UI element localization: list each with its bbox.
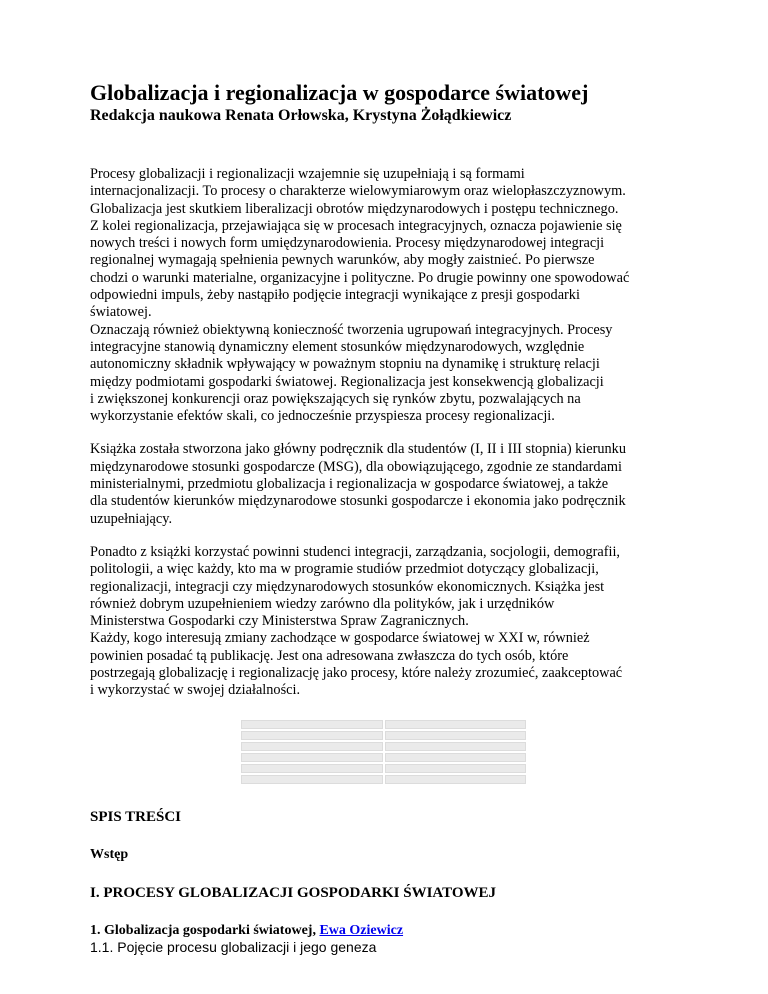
author-link[interactable]: Ewa Oziewicz <box>319 922 404 938</box>
text-line: światowej. <box>90 304 152 321</box>
toc-chapter-1 <box>90 922 690 939</box>
table-cell <box>385 753 527 762</box>
toc-intro: Wstęp <box>90 846 129 862</box>
text-line: uzupełniający. <box>90 510 173 527</box>
description-paragraph-3 <box>90 544 690 700</box>
table-cell <box>385 764 527 773</box>
text-line: i wykorzystać w swojej działalności. <box>90 682 301 699</box>
table-cell <box>241 742 383 751</box>
chapter-title: 1. Globalizacja gospodarki światowej <box>90 922 313 938</box>
book-editors: Redakcja naukowa Renata Orłowska, Krystyna Żołądkiewicz <box>90 107 512 124</box>
table-cell <box>241 753 383 762</box>
table-cell <box>241 775 383 784</box>
description-paragraph-2 <box>90 441 690 527</box>
table-cell <box>385 720 527 729</box>
text-line: integracyjne stanowią dynamiczny element stosunków międzynarodowych, względnie <box>90 338 585 355</box>
text-line: Oznaczają również obiektywną konieczność tworzenia ugrupowań integracyjnych. Procesy <box>90 321 613 338</box>
table-cell <box>241 764 383 773</box>
text-line: również dobrym uzupełnieniem wiedzy zarówno dla polityków, jak i urzędników <box>90 595 555 612</box>
table-cell <box>241 731 383 740</box>
text-line: regionalnej wymagają spełnienia pewnych warunków, aby mogły zaistnieć. Po pierwsze <box>90 252 595 269</box>
text-line: między podmiotami gospodarki światowej. Regionalizacja jest konsekwencją globalizacji <box>90 373 604 390</box>
text-line: internacjonalizacji. To procesy o charakterze wielowymiarowym oraz wielopłaszczyznowym. <box>90 183 626 200</box>
chapter-separator: , <box>312 922 320 938</box>
text-line: i zwiększonej konkurencji oraz powiększających się rynków zbytu, pozwalających na <box>90 390 581 407</box>
text-line: Każdy, kogo interesują zmiany zachodzące w gospodarce światowej w XXI w, również <box>90 630 590 647</box>
table-column <box>241 720 383 784</box>
text-line: postrzegają globalizację i regionalizację jako procesy, które należy zrozumieć, zaakceptować <box>90 665 623 682</box>
text-line: Z kolei regionalizacja, przejawiająca się w procesach integracyjnych, oznacza pojawienie się <box>90 217 622 234</box>
table-cell <box>385 742 527 751</box>
document-page <box>90 80 690 956</box>
description-paragraph-1 <box>90 166 690 425</box>
text-line: Książka została stworzona jako główny podręcznik dla studentów (I, II i III stopnia) kierunku <box>90 441 626 458</box>
empty-placeholder-table <box>241 720 526 784</box>
table-column <box>385 720 527 784</box>
text-line: wykorzystanie efektów skali, co jednocześnie przyspiesza procesy regionalizacji. <box>90 408 555 425</box>
text-line: nowych treści i nowych form umiędzynarodowienia. Procesy międzynarodowej integracji <box>90 235 605 252</box>
text-line: odpowiedni impuls, żeby nastąpiło podjęcie integracji wynikające z presji gospodarki <box>90 287 580 304</box>
book-title: Globalizacja i regionalizacja w gospodarce światowej <box>90 80 589 105</box>
text-line: chodzi o warunki materialne, organizacyjne i polityczne. Po drugie powinny one spowodować <box>90 269 630 286</box>
text-line: powinien posadać tą publikację. Jest ona adresowana zwłaszcza do tych osób, które <box>90 647 569 664</box>
toc-heading: SPIS TREŚCI <box>90 808 182 825</box>
text-line: Globalizacja jest skutkiem liberalizacji obrotów międzynarodowych i postępu technicznego. <box>90 200 619 217</box>
text-line: regionalizacji, integracji czy międzynarodowych stosunków ekonomicznych. Książka jest <box>90 578 605 595</box>
toc-part-1: I. PROCESY GLOBALIZACJI GOSPODARKI ŚWIATOWEJ <box>90 884 497 901</box>
text-line: autonomiczny składnik wpływający w poważnym stopniu na dynamikę i strukturę relacji <box>90 356 600 373</box>
text-line: dla studentów kierunków międzynarodowe stosunki gospodarcze i ekonomia jako podręcznik <box>90 493 626 510</box>
text-line: Ministerstwa Gospodarki czy Ministerstwa Spraw Zagranicznych. <box>90 613 469 630</box>
text-line: ministerialnymi, przedmiotu globalizacja i regionalizacja w gospodarce światowej, a także <box>90 476 609 493</box>
text-line: Ponadto z książki korzystać powinni studenci integracji, zarządzania, socjologii, demografii, <box>90 543 621 560</box>
toc-section-1-1: 1.1. Pojęcie procesu globalizacji i jego geneza <box>90 938 377 955</box>
text-line: międzynarodowe stosunki gospodarcze (MSG), dla obowiązującego, zgodnie ze standardami <box>90 458 622 475</box>
table-cell <box>241 720 383 729</box>
table-cell <box>385 775 527 784</box>
text-line: Procesy globalizacji i regionalizacji wzajemnie się uzupełniają i są formami <box>90 166 525 182</box>
text-line: politologii, a więc każdy, kto ma w programie studiów przedmiot dotyczący globalizacji, <box>90 561 599 578</box>
table-cell <box>385 731 527 740</box>
